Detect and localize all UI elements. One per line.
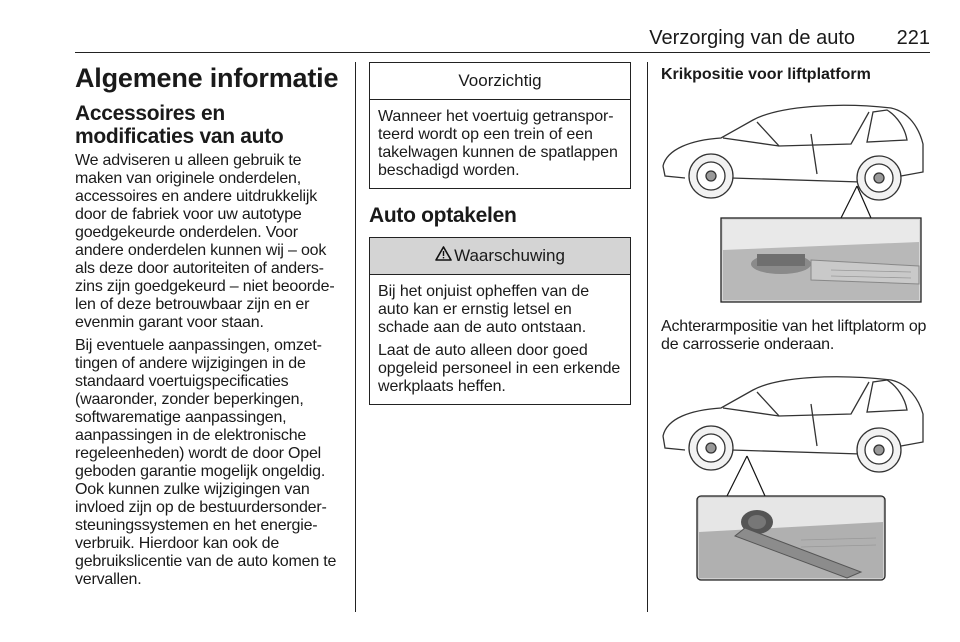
warning-header [370,238,630,275]
caution-title: Voorzichtig [370,63,630,100]
warning-box [369,237,631,405]
column-left [75,62,345,594]
header-rule [75,52,930,53]
subsection-heading: Auto optakelen [369,204,517,227]
lift-position-rear-figure [661,372,925,582]
subsection-heading: Accessoires en modificaties van auto [75,102,284,148]
front-wheel [689,154,733,198]
page-header [0,27,930,53]
page-number: 221 [896,27,930,49]
column-right [661,62,931,582]
detail-inset [697,496,885,580]
column-middle [369,62,631,405]
header-title: Verzorging van de auto [649,27,855,49]
lift-position-front-figure [661,94,925,304]
section-heading: Algemene informatie [75,63,339,93]
warning-title: Waarschuwing [454,246,565,265]
warning-triangle-icon [435,238,452,274]
paragraph: We adviseren u alleen gebruik te maken van originele onderdelen, accessoires en andere uitdrukkelijk door de fabriek voor uw autotype goedgekeurde onderdelen. Voor andere onderdelen kunnen wij – ook als deze door autoriteiten of anders-zins zijn goedgekeurd – niet beoorde-len of deze betrouwbaar zijn en er evenmin garant voor staan. [75,152,335,331]
subsection-heading: Krikpositie voor liftplatform [661,66,871,83]
front-wheel [689,426,733,470]
warning-text: Bij het onjuist opheffen van de auto kan er ernstig letsel en schade aan de auto ontstaan. [378,283,589,336]
rear-wheel [857,428,901,472]
caution-box [369,62,631,189]
column-divider-1 [355,62,356,612]
paragraph: Bij eventuele aanpassingen, omzet-tingen of andere wijzigingen in de standaard voertuigspecificaties (waaronder, zonder beperkingen, softwarematige aanpassingen, aanpassingen in de elektronische regeleenheden) wordt de door Opel geboden garantie mogelijk ongeldig. Ook kunnen zulke wijzigingen van invloed zijn op de bestuurdersonder-steuningssystemen en het energie-verbruik. Hierdoor kan ook de gebruikslicentie van de auto komen te vervallen. [75,337,337,588]
warning-text: Laat de auto alleen door goed opgeleid personeel in een erkende werkplaats heffen. [378,342,621,395]
column-divider-2 [647,62,648,612]
detail-inset [721,218,921,302]
figure-caption: Achterarmpositie van het liftplatorm op de carrosserie onderaan. [661,318,927,353]
caution-text: Wanneer het voertuig getranspor-teerd wordt op een trein of een takelwagen kunnen de spatlappen beschadigd worden. [378,108,618,179]
rear-wheel [857,156,901,200]
